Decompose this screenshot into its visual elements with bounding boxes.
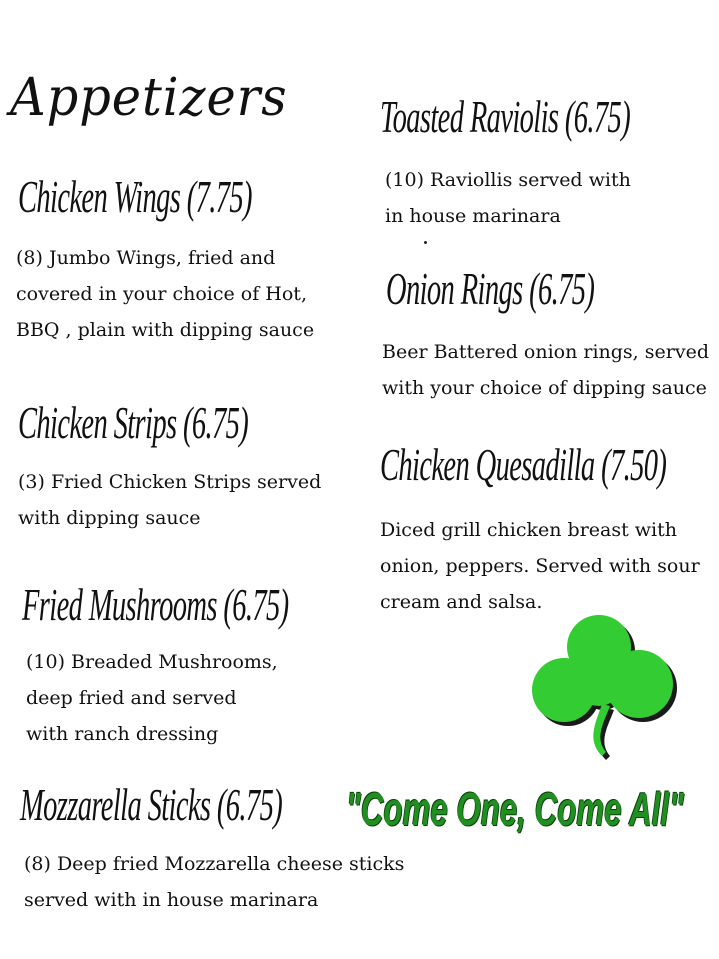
item-name-toasted-raviolis: Toasted Raviolis (6.75) — [380, 91, 631, 142]
item-name-chicken-quesadilla: Chicken Quesadilla (7.50) — [380, 439, 667, 490]
shamrock-icon — [524, 612, 704, 772]
item-desc-onion-rings: Beer Battered onion rings, served with your choice of dipping sauce — [382, 341, 709, 399]
item-desc-toasted-raviolis: (10) Raviollis served with in house marinara — [385, 169, 631, 227]
item-desc-chicken-strips: (3) Fried Chicken Strips served with dipping sauce — [18, 471, 322, 529]
item-name-chicken-strips: Chicken Strips (6.75) — [18, 397, 249, 448]
item-name-chicken-wings: Chicken Wings (7.75) — [18, 171, 252, 222]
item-desc-mozzarella-sticks: (8) Deep fried Mozzarella cheese sticks served with in house marinara — [24, 853, 405, 911]
item-desc-chicken-wings: (8) Jumbo Wings, fried and covered in your choice of Hot, BBQ , plain with dipping sauce — [16, 247, 315, 341]
section-title: Appetizers — [10, 68, 288, 128]
tagline: "Come One, Come All" — [346, 783, 684, 835]
item-name-fried-mushrooms: Fried Mushrooms (6.75) — [22, 579, 289, 630]
item-name-mozzarella-sticks: Mozzarella Sticks (6.75) — [20, 779, 283, 830]
item-desc-fried-mushrooms: (10) Breaded Mushrooms, deep fried and served with ranch dressing — [26, 651, 278, 745]
stray-dot — [424, 241, 427, 244]
item-desc-chicken-quesadilla: Diced grill chicken breast with onion, peppers. Served with sour cream and salsa. — [380, 519, 700, 613]
item-name-onion-rings: Onion Rings (6.75) — [386, 263, 595, 314]
